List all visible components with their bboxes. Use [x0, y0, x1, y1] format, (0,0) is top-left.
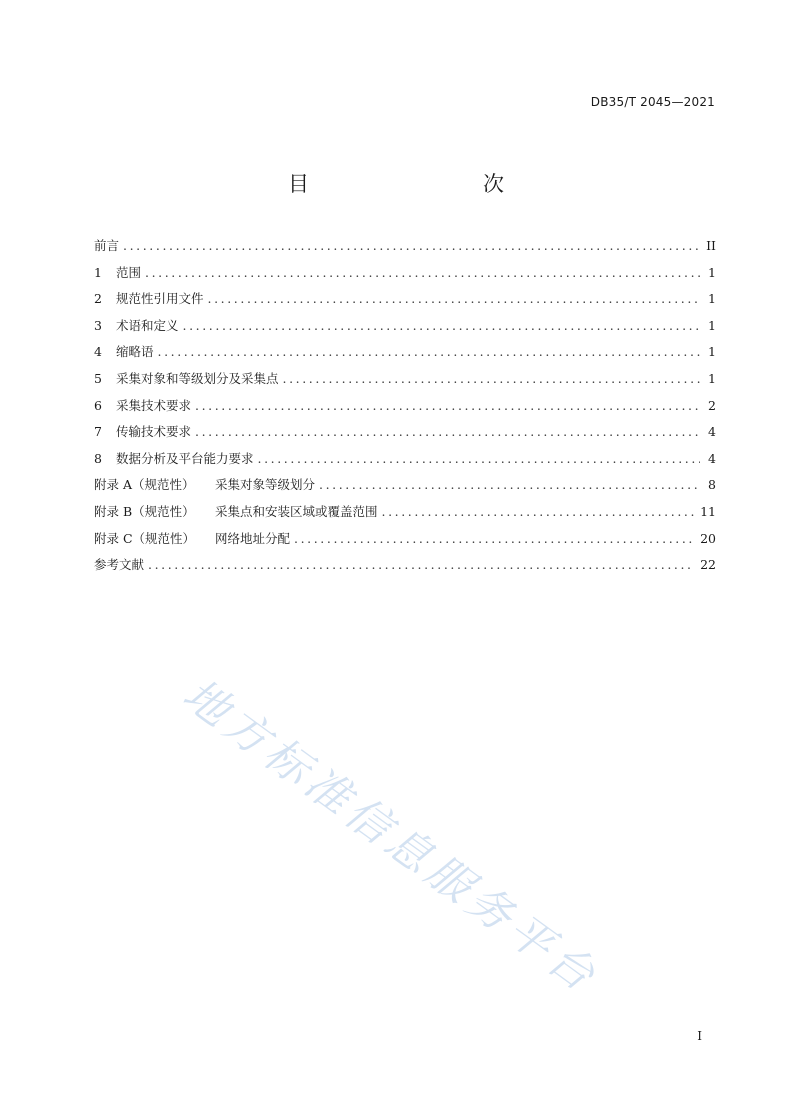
toc-entry[interactable]: [94, 529, 716, 556]
page-number: I: [697, 1029, 702, 1043]
toc-entry-page: II: [706, 238, 716, 253]
toc-title: 目 次: [288, 172, 548, 196]
toc-entry[interactable]: [94, 396, 716, 423]
toc-entry-number: 3: [94, 317, 102, 333]
toc-entry-page: 4: [708, 450, 716, 466]
toc-entry-number: 5: [94, 370, 102, 386]
toc-leader-dots: [195, 424, 700, 439]
toc-leader-dots: [283, 371, 700, 386]
toc-entry-page: 1: [708, 370, 716, 386]
toc-entry-page: 1: [708, 264, 716, 280]
toc-entry[interactable]: [94, 342, 716, 369]
watermark: 地方标准信息服务平台: [173, 668, 609, 1005]
toc-entry-title: 采集技术要求: [116, 397, 192, 413]
toc-entry[interactable]: [94, 502, 716, 529]
toc-entry[interactable]: [94, 369, 716, 396]
toc-entry-annex-label: 附录 C（规范性）: [94, 530, 196, 546]
toc-entry[interactable]: [94, 555, 716, 582]
toc-leader-dots: [158, 344, 700, 359]
toc-entry-number: 6: [94, 397, 102, 413]
toc-entry-annex-label: 附录 A（规范性）: [94, 477, 195, 493]
toc-leader-dots: [294, 531, 694, 546]
toc-entry-page: 2: [708, 397, 716, 413]
toc-entry-number: 2: [94, 291, 102, 307]
table-of-contents: [94, 236, 716, 582]
toc-entry-title: 规范性引用文件: [116, 291, 204, 307]
toc-entry-number: 7: [94, 424, 102, 440]
toc-leader-dots: [319, 477, 700, 492]
toc-leader-dots: [145, 265, 700, 280]
toc-entry-page: 4: [708, 424, 716, 440]
toc-leader-dots: [208, 291, 700, 306]
toc-leader-dots: [183, 318, 700, 333]
toc-entry-title: 前言: [94, 238, 120, 253]
toc-entry[interactable]: [94, 422, 716, 449]
toc-leader-dots: [123, 238, 700, 253]
toc-entry-page: 20: [700, 530, 716, 546]
toc-entry-title: 参考文献: [94, 557, 145, 573]
toc-entry-title: 数据分析及平台能力要求: [116, 450, 254, 466]
toc-entry-page: 1: [708, 291, 716, 307]
document-code: DB35/T 2045—2021: [590, 95, 715, 109]
toc-entry-title: 范围: [116, 264, 142, 280]
toc-entry-page: 22: [700, 557, 716, 573]
toc-entry-title: 传输技术要求: [116, 424, 192, 440]
toc-entry-number: 1: [94, 264, 102, 280]
toc-entry-page: 8: [708, 477, 716, 493]
toc-entry[interactable]: [94, 475, 716, 502]
toc-entry[interactable]: [94, 236, 716, 263]
toc-entry-title: 缩略语: [116, 344, 154, 360]
toc-entry-title: 术语和定义: [116, 317, 179, 333]
toc-entry-page: 1: [708, 317, 716, 333]
toc-leader-dots: [382, 504, 695, 519]
toc-entry[interactable]: [94, 263, 716, 290]
toc-leader-dots: [195, 398, 700, 413]
toc-entry-number: 8: [94, 450, 102, 466]
toc-entry-title: 采集点和安装区域或覆盖范围: [215, 503, 378, 519]
toc-entry-page: 11: [700, 503, 716, 519]
toc-entry-title: 采集对象等级划分: [215, 477, 316, 493]
toc-entry-number: 4: [94, 344, 102, 360]
toc-entry-page: 1: [708, 344, 716, 360]
toc-entry[interactable]: [94, 289, 716, 316]
toc-entry-title: 网络地址分配: [215, 530, 291, 546]
toc-leader-dots: [148, 557, 694, 572]
toc-entry-title: 采集对象和等级划分及采集点: [116, 370, 279, 386]
toc-entry[interactable]: [94, 316, 716, 343]
toc-leader-dots: [258, 451, 700, 466]
toc-entry[interactable]: [94, 449, 716, 476]
toc-entry-annex-label: 附录 B（规范性）: [94, 503, 195, 519]
